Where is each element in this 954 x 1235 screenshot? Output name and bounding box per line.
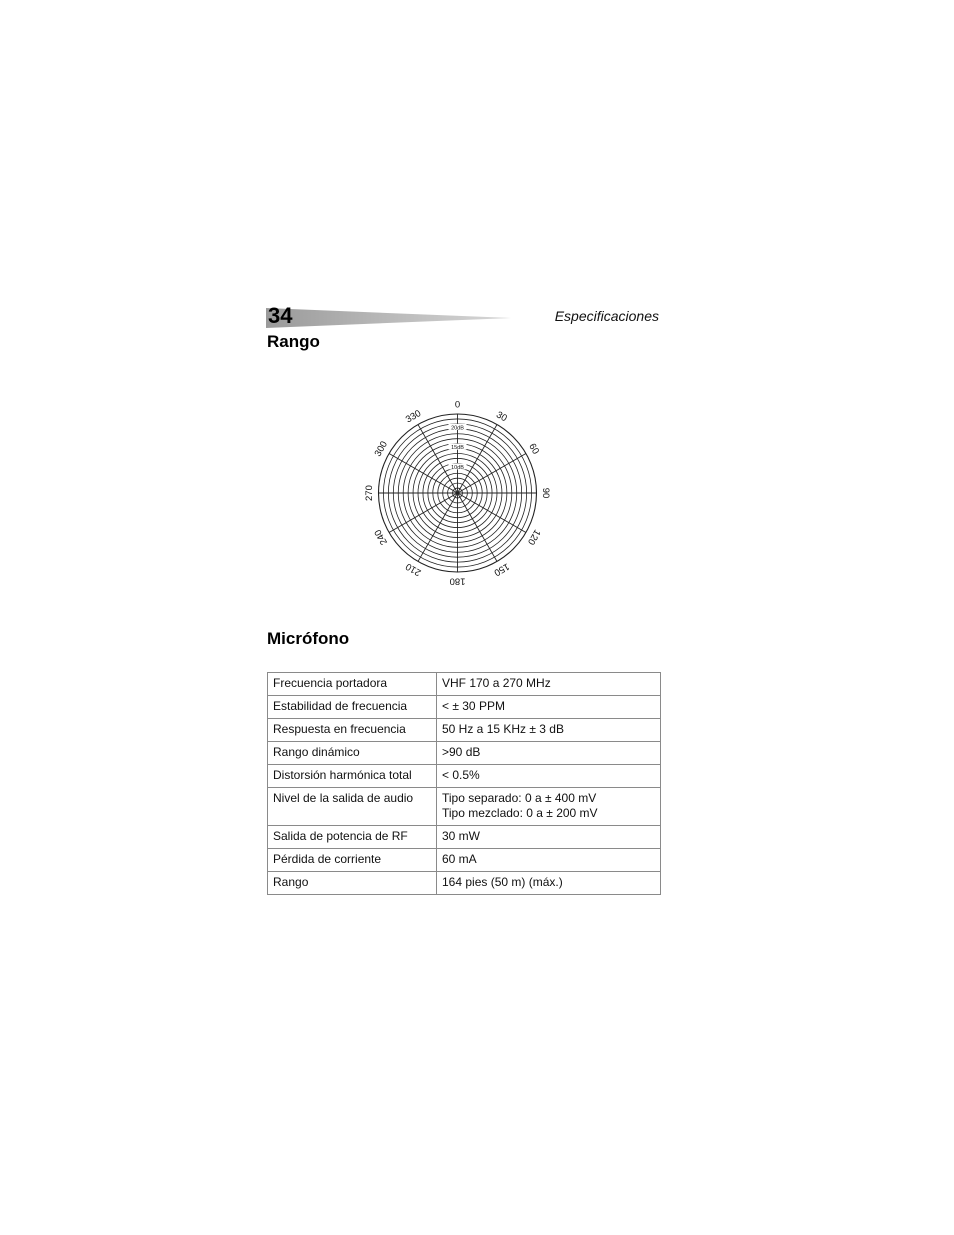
spec-label: Pérdida de corriente (268, 849, 437, 872)
polar-angle-label: 0 (454, 399, 461, 411)
table-row (268, 765, 661, 788)
polar-angle-label: 30 (494, 409, 509, 425)
spec-value-line: Tipo mezclado: 0 a ± 200 mV (442, 806, 598, 820)
polar-ring-labels (449, 424, 467, 471)
spec-label: Salida de potencia de RF (268, 826, 437, 849)
polar-angle-label: 150 (491, 560, 512, 578)
polar-angle-label: 90 (539, 487, 551, 499)
spec-value (437, 765, 661, 788)
polar-angle-label: 210 (403, 560, 424, 578)
microphone-specs-table (267, 672, 661, 895)
range-heading: Rango (267, 332, 320, 351)
table-row (268, 872, 661, 895)
spec-value-line: < 0.5% (442, 768, 480, 782)
polar-angle-label: 300 (372, 439, 391, 459)
page-number: 34 (268, 303, 293, 328)
polar-range-chart (355, 393, 560, 593)
polar-angle-label: 330 (403, 408, 424, 426)
table-row (268, 826, 661, 849)
polar-angle-label: 270 (364, 485, 376, 501)
spec-value-line: < ± 30 PPM (442, 699, 505, 713)
table-row (268, 849, 661, 872)
spec-value (437, 788, 661, 826)
spec-value-line: 60 mA (442, 852, 477, 866)
table-row (268, 673, 661, 696)
spec-value (437, 872, 661, 895)
polar-angle-label: 240 (372, 527, 391, 547)
spec-value (437, 742, 661, 765)
polar-ring-label: 20dB (451, 425, 464, 432)
spec-value (437, 849, 661, 872)
table-row (268, 696, 661, 719)
polar-angle-label: 180 (449, 575, 466, 587)
spec-value-line: Tipo separado: 0 a ± 400 mV (442, 791, 597, 805)
table-row (268, 742, 661, 765)
spec-value-line: VHF 170 a 270 MHz (442, 676, 551, 690)
spec-value-line: 30 mW (442, 829, 481, 843)
spec-label: Frecuencia portadora (268, 673, 437, 696)
spec-value (437, 719, 661, 742)
header-bar (266, 308, 511, 328)
polar-spokes (379, 414, 537, 572)
polar-angle-label: 120 (524, 527, 543, 547)
spec-label: Estabilidad de frecuencia (268, 696, 437, 719)
spec-value (437, 673, 661, 696)
polar-ring-label: 15dB (451, 445, 464, 452)
section-title: Especificaciones (554, 308, 659, 324)
table-row (268, 788, 661, 826)
spec-value (437, 696, 661, 719)
spec-label: Respuesta en frecuencia (268, 719, 437, 742)
spec-value-line: 50 Hz a 15 KHz ± 3 dB (442, 722, 564, 736)
spec-value-line: 164 pies (50 m) (máx.) (442, 875, 563, 889)
spec-value-line: >90 dB (442, 745, 481, 759)
spec-value (437, 826, 661, 849)
polar-ring-label: 10dB (451, 464, 464, 471)
spec-label: Distorsión harmónica total (268, 765, 437, 788)
spec-label: Rango (268, 872, 437, 895)
table-row (268, 719, 661, 742)
polar-angle-label: 60 (526, 441, 542, 457)
spec-label: Nivel de la salida de audio (268, 788, 437, 826)
spec-label: Rango dinámico (268, 742, 437, 765)
microphone-heading: Micrófono (267, 629, 350, 648)
